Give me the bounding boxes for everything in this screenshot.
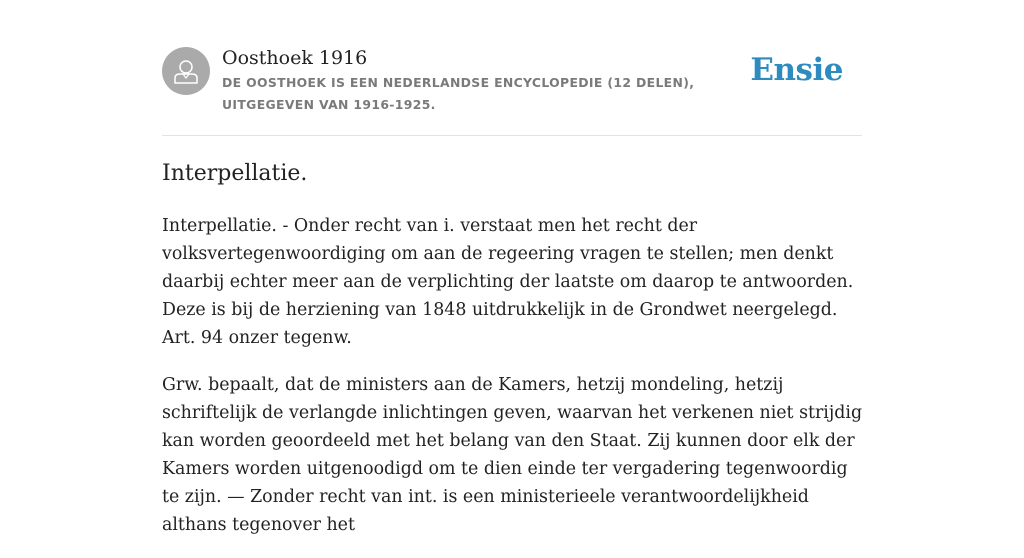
article-title: Interpellatie. [162, 161, 308, 186]
source-avatar[interactable] [162, 47, 210, 95]
user-icon [162, 47, 210, 95]
source-title[interactable]: Oosthoek 1916 [222, 47, 368, 69]
article-paragraph: Interpellatie. - Onder recht van i. verstaat men het recht der volksvertegenwoordiging om aan de regeering vragen te stellen; men denkt daarbij echter meer aan de verplichting der laatste om daarop te antwoorden. Deze is bij de herziening van 1848 uitdrukkelijk in de Grondwet neergelegd. Art. 94 onzer tegenw. [162, 216, 854, 348]
article-paragraph: Grw. bepaalt, dat de ministers aan de Kamers, hetzij mondeling, hetzij schriftelijk de verlangde inlichtingen geven, waarvan het verkenen niet strijdig kan worden geoordeeld met het belang van den Staat. Zij kunnen door elk der Kamers worden uitgenoodigd om te dien einde ter vergadering tegenwoordig te zijn. — Zonder recht van int. is een ministerieele verantwoordelijkheid althans tegenover het [162, 375, 863, 535]
source-description: DE OOSTHOEK IS EEN NEDERLANDSE ENCYCLOPEDIE (12 DELEN), UITGEGEVEN VAN 1916-1925. [222, 75, 695, 112]
article-body [162, 212, 864, 558]
ensie-logo[interactable]: Ensie [750, 52, 843, 88]
source-header [162, 46, 862, 136]
